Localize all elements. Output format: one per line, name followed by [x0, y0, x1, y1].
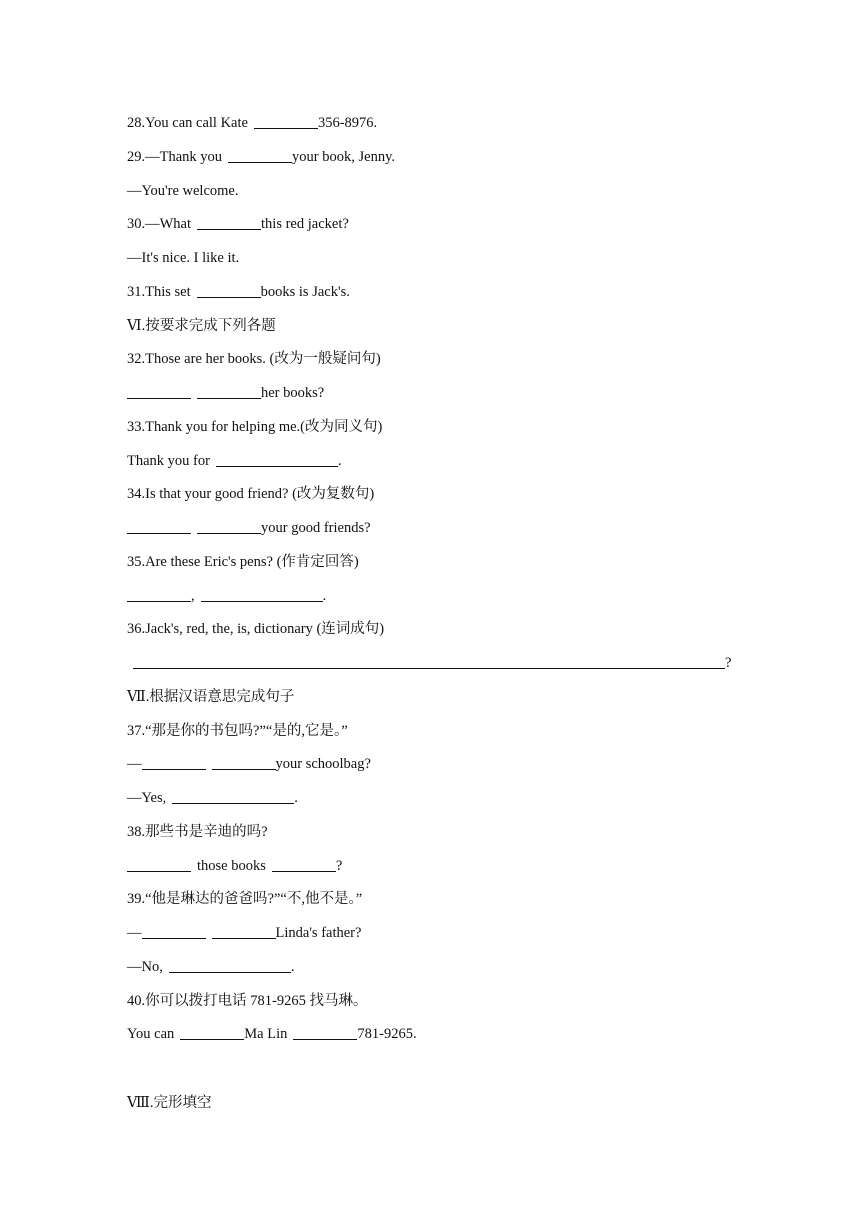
- answer-blank[interactable]: [133, 654, 725, 669]
- question-37: 37.“那是你的书包吗?”“是的,它是。”: [127, 723, 348, 739]
- answer-blank[interactable]: [216, 452, 338, 467]
- question-39-answer-2: —No, .: [127, 959, 295, 975]
- question-32: 32.Those are her books. (改为一般疑问句): [127, 351, 381, 367]
- answer-blank[interactable]: [127, 857, 191, 872]
- answer-blank[interactable]: [293, 1025, 357, 1040]
- question-35-answer: , .: [127, 587, 326, 605]
- section-heading-8: Ⅷ.完形填空: [127, 1095, 212, 1111]
- question-36: 36.Jack's, red, the, is, dictionary (连词成句): [127, 621, 385, 637]
- answer-blank[interactable]: [228, 148, 292, 163]
- question-29-reply: —You're welcome.: [127, 183, 239, 199]
- question-36-answer: ?: [133, 654, 731, 672]
- question-39: 39.“他是琳达的爸爸吗?”“不,他不是。”: [127, 891, 363, 907]
- answer-blank[interactable]: [142, 755, 206, 770]
- answer-blank[interactable]: [127, 384, 191, 399]
- answer-blank[interactable]: [197, 384, 261, 399]
- section-heading-7: Ⅶ.根据汉语意思完成句子: [127, 689, 295, 705]
- answer-blank[interactable]: [197, 519, 261, 534]
- answer-blank[interactable]: [201, 587, 323, 602]
- question-35: 35.Are these Eric's pens? (作肯定回答): [127, 554, 359, 570]
- answer-blank[interactable]: [127, 587, 191, 602]
- answer-blank[interactable]: [127, 519, 191, 534]
- question-37-answer-2: —Yes, .: [127, 790, 298, 806]
- question-28: 28.You can call Kate 356-8976.: [127, 115, 378, 131]
- answer-blank[interactable]: [254, 114, 318, 129]
- question-29: 29.—Thank you your book, Jenny.: [127, 149, 396, 165]
- answer-blank[interactable]: [172, 789, 294, 804]
- question-40-answer: You can Ma Lin 781-9265.: [127, 1026, 417, 1042]
- section-heading-6: Ⅵ.按要求完成下列各题: [127, 318, 276, 334]
- answer-blank[interactable]: [272, 857, 336, 872]
- question-39-answer-1: — Linda's father?: [127, 925, 362, 941]
- answer-blank[interactable]: [169, 958, 291, 973]
- question-40: 40.你可以拨打电话 781-9265 找马琳。: [127, 993, 368, 1009]
- question-34-answer: your good friends?: [127, 519, 371, 537]
- answer-blank[interactable]: [212, 755, 276, 770]
- question-31: 31.This set books is Jack's.: [127, 284, 350, 300]
- question-37-answer-1: — your schoolbag?: [127, 756, 371, 772]
- answer-blank[interactable]: [142, 924, 206, 939]
- answer-blank[interactable]: [180, 1025, 244, 1040]
- question-30-reply: —It's nice. I like it.: [127, 250, 240, 266]
- question-38-answer: those books ?: [127, 857, 342, 875]
- question-33-answer: Thank you for .: [127, 453, 342, 469]
- question-38: 38.那些书是辛迪的吗?: [127, 824, 268, 840]
- answer-blank[interactable]: [197, 283, 261, 298]
- question-33: 33.Thank you for helping me.(改为同义句): [127, 419, 383, 435]
- question-30: 30.—What this red jacket?: [127, 216, 349, 232]
- question-34: 34.Is that your good friend? (改为复数句): [127, 486, 375, 502]
- answer-blank[interactable]: [212, 924, 276, 939]
- question-32-answer: her books?: [127, 384, 324, 402]
- answer-blank[interactable]: [197, 215, 261, 230]
